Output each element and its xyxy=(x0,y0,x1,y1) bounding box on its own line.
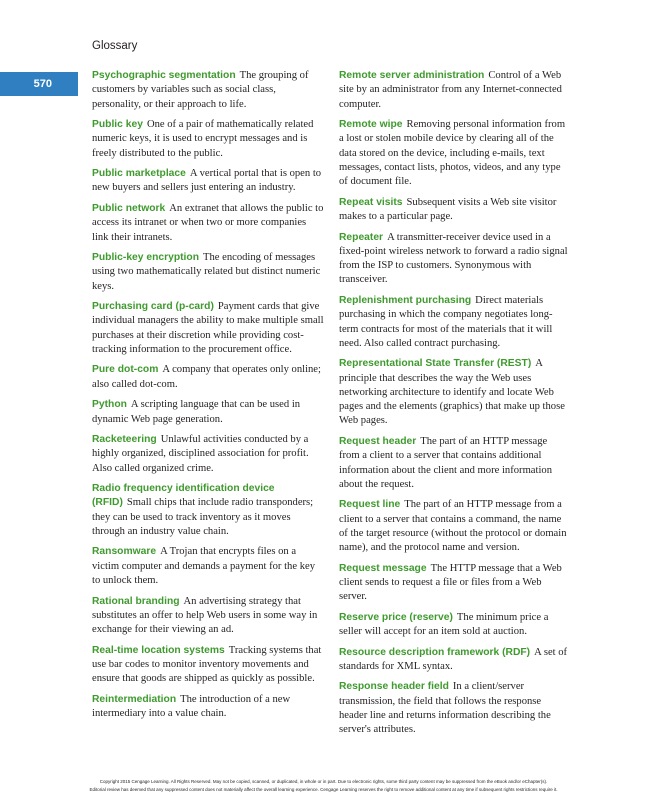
glossary-definition: The part of an HTTP message from a client to a server that contains additional information about the client and more information about the request. xyxy=(339,435,552,490)
glossary-definition: The encoding of messages using two mathematically related but distinct numeric keys. xyxy=(92,252,321,292)
glossary-entry xyxy=(92,595,324,638)
glossary-entry xyxy=(339,69,569,112)
glossary-term: Purchasing card (p-card) xyxy=(92,301,214,313)
glossary-definition: Unlawful activities conducted by a highly organized, disciplined association for profit. Also called organized crime. xyxy=(92,434,309,474)
glossary-definition: Payment cards that give individual managers the ability to make multiple small purchases at their discretion while providing cost-tracking information to the procurement office. xyxy=(92,301,324,355)
glossary-term: Reintermediation xyxy=(92,693,177,705)
glossary-term: Repeater xyxy=(339,231,384,243)
glossary-definition: A transmitter-receiver device used in a fixed-point wireless network to forward a radio signal from the ISP to customers. Synonymous with transceiver. xyxy=(339,231,568,286)
glossary-term: Real-time location systems xyxy=(92,644,225,656)
copyright-notice: Copyright 2015 Cengage Learning. All Rights Reserved. May not be copied, scanned, or duplicated, in whole or in part. Due to electronic rights, some third party content may be suppressed from the eBook and/or eChapter(s). xyxy=(99,779,548,784)
glossary-term: Resource description framework (RDF) xyxy=(339,646,531,658)
glossary-term: Public marketplace xyxy=(92,168,186,180)
glossary-term: Request message xyxy=(339,562,427,574)
glossary-definition: A company that operates only online; also called dot-com. xyxy=(92,364,321,390)
glossary-term: Rational branding xyxy=(92,595,180,607)
glossary-entry xyxy=(92,398,324,427)
glossary-term: Remote server administration xyxy=(339,70,485,81)
glossary-definition: Tracking systems that use bar codes to monitor inventory movements and ensure that goods are shipped as quickly as possible. xyxy=(92,644,322,685)
glossary-definition: An extranet that allows the public to access its intranet or when two or more companies link their intranets. xyxy=(92,202,324,243)
glossary-term: Public key xyxy=(92,119,143,131)
glossary-definition: Control of a Web site by an administrator from any Internet-connected computer. xyxy=(339,70,562,110)
glossary-definition: A set of standards for XML syntax. xyxy=(339,646,568,672)
glossary-term: Replenishment purchasing xyxy=(339,294,472,306)
glossary-term: Request line xyxy=(339,499,401,511)
glossary-entry xyxy=(92,167,324,196)
glossary-entry xyxy=(339,231,569,288)
glossary-definition: One of a pair of mathematically related numeric keys, it is used to encrypt messages and is freely distributed to the public. xyxy=(92,119,314,159)
glossary-definition: Subsequent visits a Web site visitor makes to a particular page. xyxy=(339,196,557,223)
glossary-entry xyxy=(339,611,569,640)
glossary-right-column xyxy=(339,69,569,744)
glossary-term: Repeat visits xyxy=(339,196,403,208)
glossary-entry xyxy=(339,680,569,737)
glossary-term: Request header xyxy=(339,435,417,447)
page-number-tab xyxy=(0,72,78,96)
glossary-entry xyxy=(339,118,569,189)
glossary-definition: The grouping of customers by variables such as social class, personality, or their approach to life. xyxy=(92,70,309,110)
glossary-entry xyxy=(92,202,324,245)
glossary-entry xyxy=(339,498,569,555)
glossary-term: Radio frequency identification device (RFID) xyxy=(92,483,275,509)
glossary-term: Ransomware xyxy=(92,546,157,558)
glossary-term: Response header field xyxy=(339,681,449,693)
editorial-notice: Editorial review has deemed that any suppressed content does not materially affect the overall learning experience. Cengage Learning reserves the right to remove additional content at any time if subsequent rights restrictions require it. xyxy=(89,787,558,792)
glossary-definition: A vertical portal that is open to new buyers and sellers just entering an industry. xyxy=(92,168,322,194)
glossary-entry xyxy=(92,251,324,294)
glossary-entry xyxy=(92,300,324,357)
glossary-definition: In a client/server transmission, the field that follows the response header line and returns information describing the server's attributes. xyxy=(339,681,551,736)
glossary-term: Psychographic segmentation xyxy=(92,70,236,81)
glossary-definition: The introduction of a new intermediary into a value chain. xyxy=(92,693,291,720)
glossary-term: Representational State Transfer (REST) xyxy=(339,358,532,370)
glossary-definition: The HTTP message that a Web client sends to request a file or files from a Web server. xyxy=(339,562,562,603)
glossary-definition: A scripting language that can be used in dynamic Web page generation. xyxy=(92,399,301,425)
glossary-entry xyxy=(339,357,569,428)
glossary-entry xyxy=(339,562,569,605)
glossary-term: Public-key encryption xyxy=(92,252,200,264)
glossary-entry xyxy=(339,435,569,492)
glossary-definition: Removing personal information from a lost or stolen mobile device by clearing all of the data stored on the device, including e-mails, text messages, contact lists, photos, videos, and any type of document file. xyxy=(339,119,566,188)
running-header: Glossary xyxy=(92,40,138,52)
glossary-definition: An advertising strategy that substitutes an offer to help Web users in some way in exchange for their viewing an ad. xyxy=(92,595,318,636)
glossary-entry xyxy=(92,545,324,588)
glossary-entry xyxy=(339,294,569,351)
glossary-entry xyxy=(92,363,324,392)
glossary-definition: Direct materials purchasing in which the company negotiates long-term contracts for most of the materials that it will need. Also called contract purchasing. xyxy=(339,294,553,349)
glossary-entry xyxy=(92,118,324,161)
glossary-term: Reserve price (reserve) xyxy=(339,611,453,623)
glossary-entry xyxy=(92,693,324,722)
glossary-term: Remote wipe xyxy=(339,119,403,131)
glossary-entry xyxy=(92,644,324,687)
glossary-definition: A Trojan that encrypts files on a victim computer and demands a payment for the key to unlock them. xyxy=(92,546,315,587)
glossary-definition: A principle that describes the way the Web uses networking architecture to identify and locate Web pages and the elements (graphics) that make up those Web pages. xyxy=(339,358,565,427)
glossary-term: Python xyxy=(92,399,127,411)
glossary-entry xyxy=(339,196,569,225)
page-number: 570 xyxy=(33,78,52,90)
glossary-entry xyxy=(339,646,569,675)
glossary-definition: The part of an HTTP message from a client to a server that contains a command, the name of the target resource (without the protocol or domain name), and the protocol name and version. xyxy=(339,499,567,554)
glossary-term: Public network xyxy=(92,202,166,214)
glossary-definition: Small chips that include radio transponders; they can be used to track inventory as it moves through an industry value chain. xyxy=(92,497,314,537)
glossary-left-column xyxy=(92,69,324,728)
glossary-entry xyxy=(92,482,324,539)
glossary-definition: The minimum price a seller will accept for an item sold at auction. xyxy=(339,611,549,638)
glossary-entry xyxy=(92,433,324,476)
glossary-term: Racketeering xyxy=(92,434,157,446)
glossary-entry xyxy=(92,69,324,112)
glossary-term: Pure dot-com xyxy=(92,364,159,376)
